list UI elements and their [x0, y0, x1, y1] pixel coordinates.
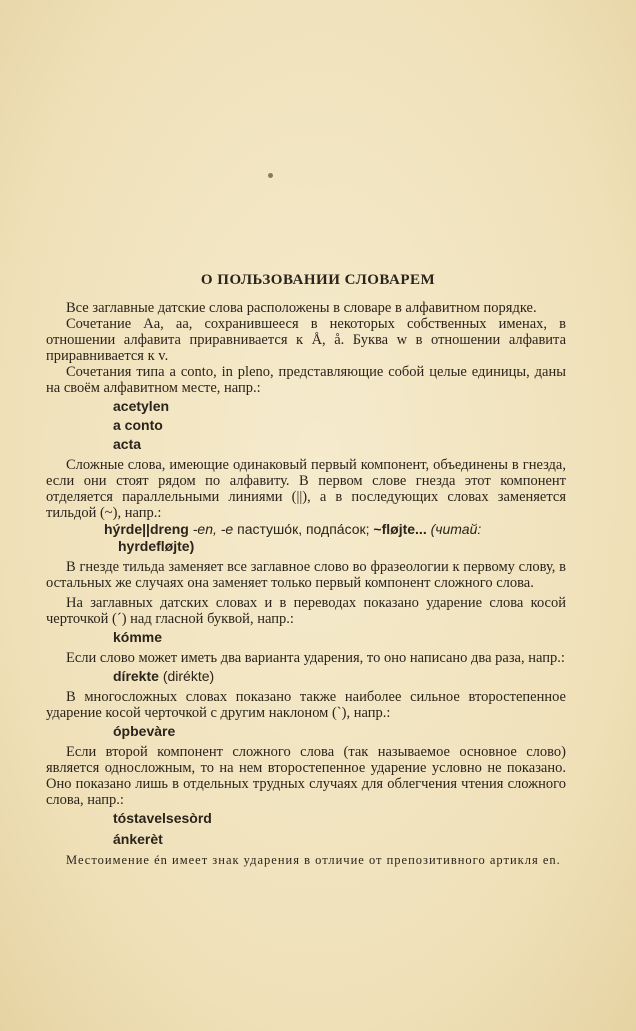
paragraph-2: Сочетание Aa, aa, сохранившееся в некоторых собственных именах, в отношении алфавита приравнивается к Å, å. Буква w в отношении алфавита приравнивается к v.: [46, 316, 566, 364]
paragraph-9: Если второй компонент сложного слова (так называемое основное слово) является односложным, то на нем второстепенное ударение условно не показано. Оно показано лишь в отдельных трудных случаях для облегчения чтения сложного слова, напр.:: [46, 744, 566, 808]
example-word: dírekte (dirékte): [113, 668, 215, 684]
example-grammar: -en, -e: [192, 521, 234, 537]
paragraph-1: Все заглавные датские слова расположены в словаре в алфавитном порядке.: [66, 300, 537, 316]
paragraph-8: В многосложных словах показано также наиболее сильное второстепенное ударение косой черточкой с другим наклоном (`), напр.:: [46, 689, 566, 721]
paragraph-3: Сочетания типа a conto, in pleno, представляющие собой целые единицы, даны на своём алфавитном месте, напр.:: [46, 364, 566, 396]
example-word: kómme: [113, 629, 163, 645]
paragraph-7: Если слово может иметь два варианта ударения, то оно написано два раза, напр.:: [66, 650, 565, 666]
example-derived: ~fløjte...: [373, 521, 427, 537]
example-word: ánkerèt: [113, 831, 163, 847]
example-word: tóstavelsesòrd: [113, 810, 212, 826]
example-entry: [104, 521, 566, 555]
document-body: [46, 300, 566, 868]
paragraph-4: Сложные слова, имеющие одинаковый первый компонент, объединены в гнезда, если они стоят рядом по алфавиту. В первом слове гнезда этот компонент отделяется параллельными линиями (||), а в последующих словах заменяется тильдой (~), напр.:: [46, 457, 566, 521]
example-word: ópbevàre: [113, 723, 176, 739]
paragraph-10: Местоимение én имеет знак ударения в отличие от препозитивного артикля en.: [66, 853, 561, 867]
example-reading: hyrdefløjte): [118, 538, 195, 554]
page-title: О ПОЛЬЗОВАНИИ СЛОВАРЕМ: [200, 272, 436, 288]
example-word: acta: [113, 436, 142, 452]
example-translation: пастушо́к, подпа́сок;: [237, 521, 370, 537]
paper-speck: [268, 173, 273, 178]
example-word: acetylen: [113, 398, 170, 414]
example-read-note: (читай:: [430, 521, 482, 537]
paragraph-5: В гнезде тильда заменяет все заглавное слово во фразеологии к первому слову, в остальных же случаях она заменяет только первый компонент сложного слова.: [46, 559, 566, 591]
example-headword: hýrde||dreng: [104, 521, 189, 537]
example-word: a conto: [113, 417, 163, 433]
paragraph-6: На заглавных датских словах и в переводах показано ударение слова косой черточкой (´) над гласной буквой, напр.:: [46, 595, 566, 627]
